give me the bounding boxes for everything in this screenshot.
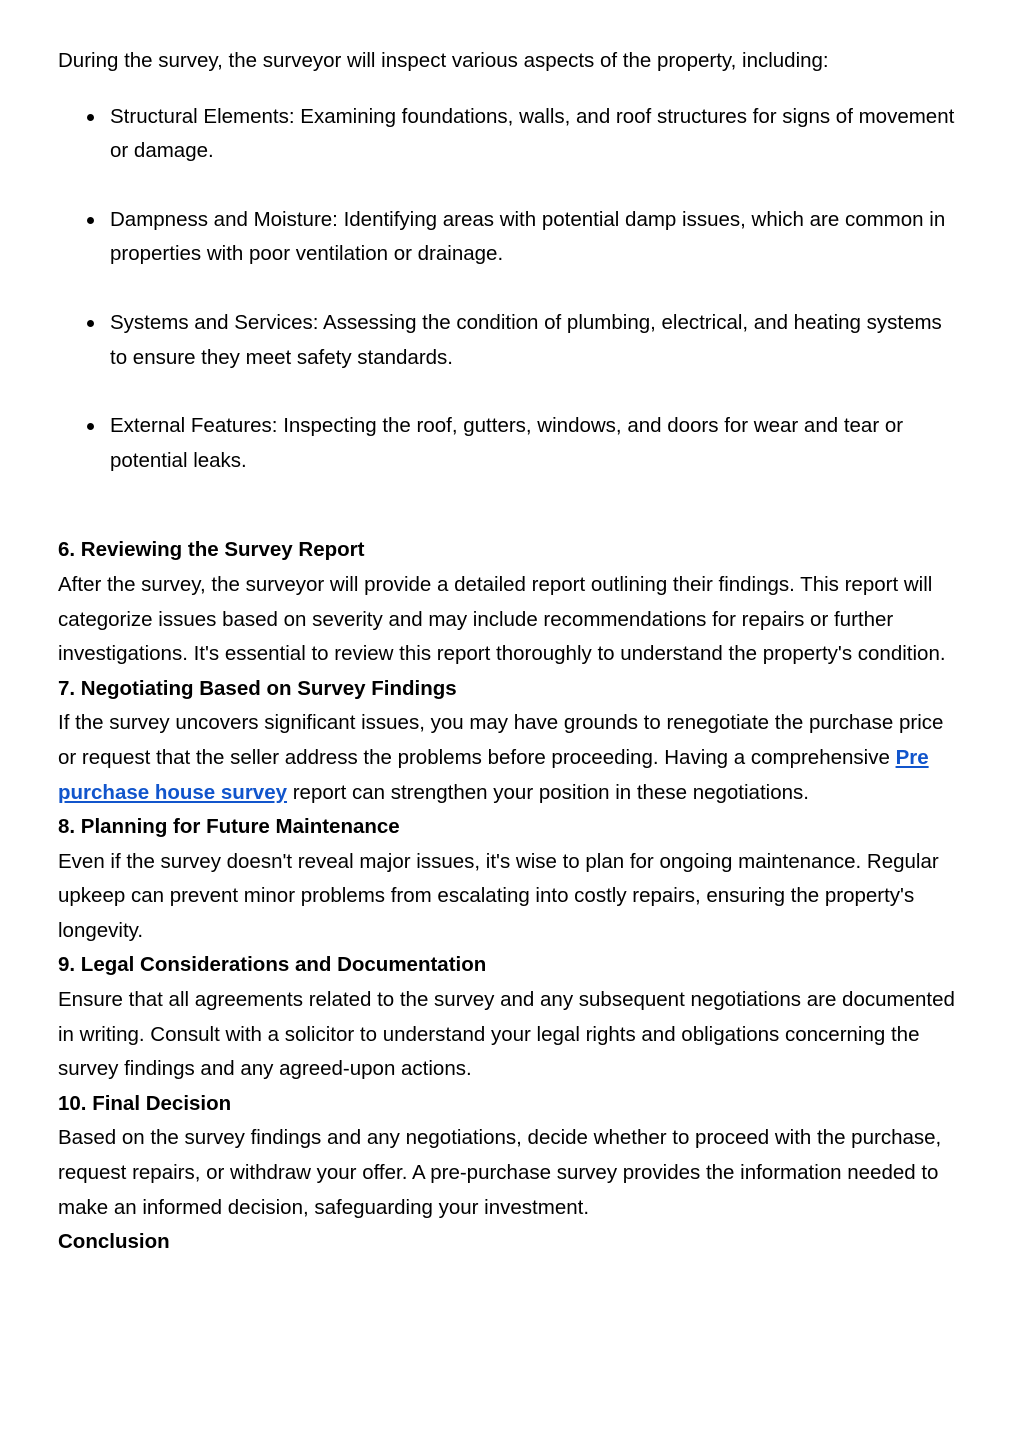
section-body: Ensure that all agreements related to the survey and any subsequent negotiations are documented in writing. Consult with a solicitor to understand your legal rights and obligations concerning the survey findings and any agreed-upon actions. [58, 988, 955, 1081]
section-final-decision [58, 1087, 958, 1225]
bullet-dot-icon [87, 114, 94, 121]
section-body-text: report can strengthen your position in these negotiations. [287, 780, 809, 804]
section-body: After the survey, the surveyor will provide a detailed report outlining their findings. This report will categorize issues based on severity and may include recommendations for repairs or further investigations. It's essential to review this report thoroughly to understand the property's condition. [58, 572, 946, 666]
list-item-text: Dampness and Moisture: Identifying areas with potential damp issues, which are common in properties with poor ventilation or drainage. [110, 207, 946, 266]
section-heading: 8. Planning for Future Maintenance [58, 815, 400, 839]
section-future-maintenance [58, 810, 958, 948]
list-item [58, 100, 958, 169]
list-item-text: Systems and Services: Assessing the condition of plumbing, electrical, and heating systems to ensure they meet safety standards. [110, 310, 942, 369]
bullet-dot-icon [87, 320, 94, 327]
intro-paragraph: During the survey, the surveyor will inspect various aspects of the property, including: [58, 49, 829, 72]
bullet-dot-icon [87, 423, 94, 430]
bullet-dot-icon [87, 217, 94, 224]
section-heading: 7. Negotiating Based on Survey Findings [58, 676, 457, 700]
section-heading: Conclusion [58, 1230, 170, 1254]
section-heading: 9. Legal Considerations and Documentation [58, 953, 487, 977]
inspection-aspects-list [58, 100, 958, 479]
section-body: Even if the survey doesn't reveal major issues, it's wise to plan for ongoing maintenance. Regular upkeep can prevent minor problems from escalating into costly repairs, ensuring the property's longevity. [58, 849, 939, 942]
section-conclusion [58, 1225, 958, 1260]
list-item [58, 409, 958, 478]
list-item-text: External Features: Inspecting the roof, gutters, windows, and doors for wear and tear or potential leaks. [110, 414, 904, 472]
section-body-text: If the survey uncovers significant issues, you may have grounds to renegotiate the purchase price or request that the seller address the problems before proceeding. Having a comprehensive [58, 711, 944, 769]
section-heading: 10. Final Decision [58, 1091, 232, 1115]
section-negotiating [58, 672, 958, 810]
sections-container [58, 533, 958, 1259]
section-body: Based on the survey findings and any negotiations, decide whether to proceed with the purchase, request repairs, or withdraw your offer. A pre-purchase survey provides the information needed to make an informed decision, safeguarding your investment. [58, 1126, 942, 1219]
section-legal-considerations [58, 948, 958, 1086]
section-body [58, 706, 958, 810]
section-reviewing-report [58, 533, 958, 671]
pre-purchase-survey-link[interactable]: Pre purchase house survey [58, 745, 929, 804]
list-item [58, 306, 958, 375]
document-page [58, 44, 958, 1260]
list-item-text: Structural Elements: Examining foundations, walls, and roof structures for signs of movement or damage. [110, 104, 955, 163]
list-item [58, 203, 958, 272]
section-heading: 6. Reviewing the Survey Report [58, 538, 365, 562]
